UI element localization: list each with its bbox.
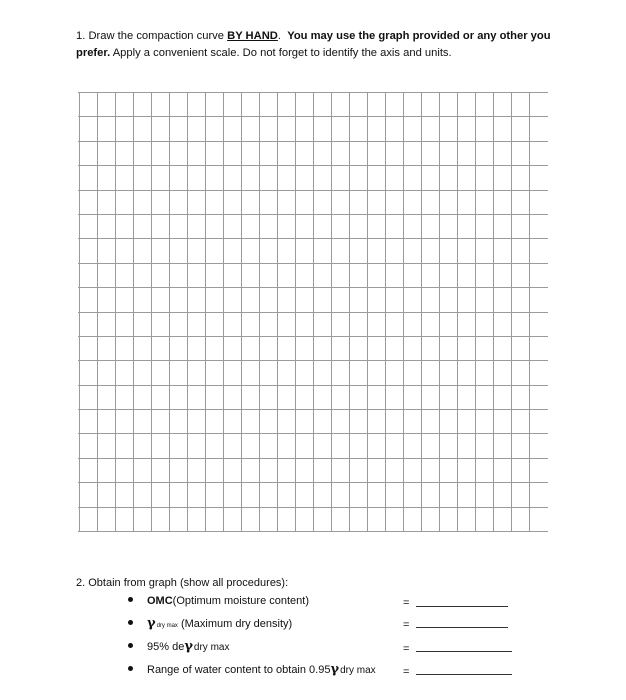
gamma-subscript: dry max <box>340 665 376 676</box>
by-hand-emphasis: BY HAND <box>227 30 278 42</box>
question-1-text <box>76 28 556 62</box>
item-95-percent-equals: = <box>403 643 410 655</box>
gamma-subscript: dry max <box>193 642 230 653</box>
bullet-icon <box>128 620 133 625</box>
item-95-percent-prefix: 95% de <box>147 641 185 653</box>
item-water-content-range-prefix: Range of water content to obtain 0.95 <box>147 664 331 676</box>
graph-paper-grid[interactable] <box>78 92 548 532</box>
item-water-content-range-equals: = <box>403 666 410 678</box>
item-omc <box>128 595 309 607</box>
item-omc-answer-line[interactable] <box>416 606 508 607</box>
bullet-icon <box>128 643 133 648</box>
question-1-instruction: Apply a convenient scale. Do not forget to identify the axis and units. <box>112 47 452 59</box>
gamma-symbol: γ <box>147 616 156 631</box>
item-95-percent <box>128 639 229 654</box>
item-max-dry-density <box>128 616 292 631</box>
grid-svg <box>78 92 548 532</box>
item-omc-text: (Optimum moisture content) <box>172 595 309 607</box>
question-2-heading: 2. Obtain from graph (show all procedures): <box>76 577 289 589</box>
gamma-symbol: γ <box>184 639 193 654</box>
bullet-icon <box>128 666 133 671</box>
question-1-prefix: 1. Draw the compaction curve <box>76 30 228 42</box>
item-95-percent-answer-line[interactable] <box>416 651 512 652</box>
gamma-symbol: γ <box>330 662 340 677</box>
item-omc-equals: = <box>403 597 410 609</box>
item-water-content-range <box>128 662 376 677</box>
item-max-dry-density-answer-line[interactable] <box>416 627 508 628</box>
item-omc-bold: OMC <box>147 595 173 607</box>
item-max-dry-density-text: (Maximum dry density) <box>180 618 293 630</box>
item-water-content-range-answer-line[interactable] <box>416 674 512 675</box>
gamma-subscript: dry max <box>156 623 178 629</box>
question-1-bold-instruction: You may use the graph provided or any other you prefer. <box>76 30 551 59</box>
question-1-period: . <box>277 30 281 42</box>
item-max-dry-density-equals: = <box>403 619 410 631</box>
bullet-icon <box>128 597 133 602</box>
